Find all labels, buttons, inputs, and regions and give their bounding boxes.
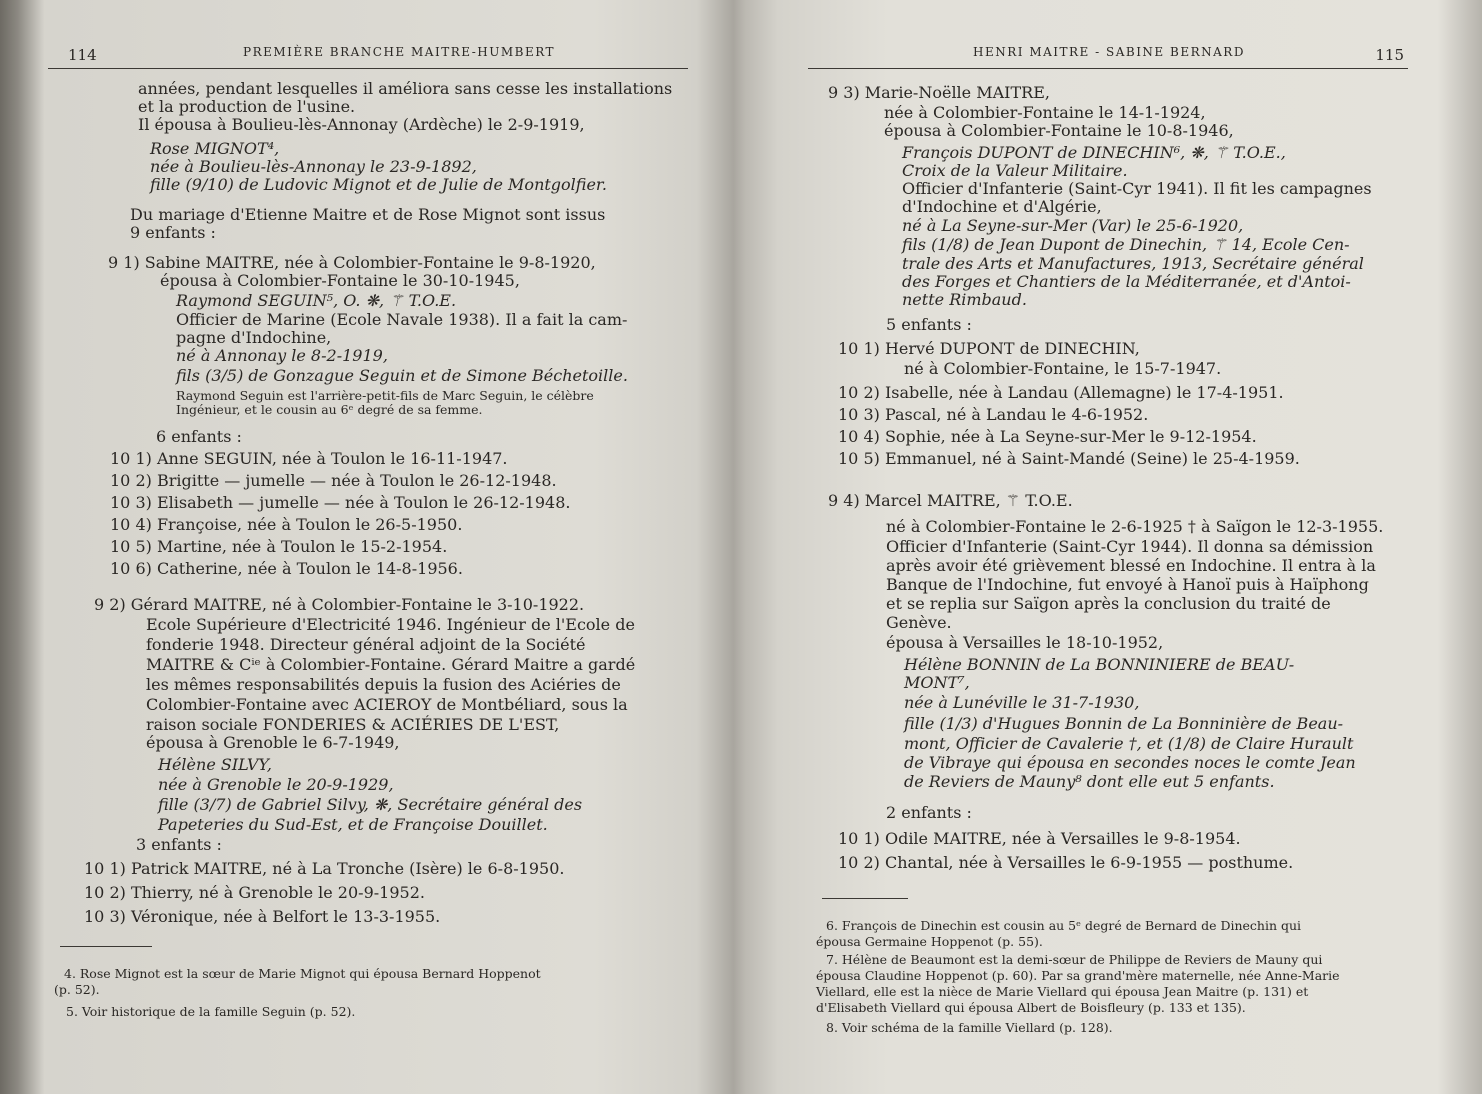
- genealogy-entry: 10 5) Emmanuel, né à Saint-Mandé (Seine) le 25-4-1959.: [838, 449, 1300, 468]
- text-line: né à La Seyne-sur-Mer (Var) le 25-6-1920,: [902, 216, 1244, 235]
- spouse-name: Raymond SEGUIN⁵, O. ❋, ⚚ T.O.E.: [176, 291, 457, 310]
- text-line: Colombier-Fontaine avec ACIEROY de Montbéliard, sous la: [146, 695, 628, 714]
- text-line: après avoir été grièvement blessé en Indochine. Il entra à la: [886, 556, 1376, 575]
- text-line: mont, Officier de Cavalerie †, et (1/8) de Claire Hurault: [904, 734, 1354, 753]
- text-line: nette Rimbaud.: [902, 290, 1027, 309]
- note-line: Ingénieur, et le cousin au 6ᵉ degré de sa femme.: [176, 402, 483, 417]
- text-line: MONT⁷,: [904, 673, 970, 692]
- footnote: d'Elisabeth Viellard qui épousa Albert de Boisfleury (p. 133 et 135).: [816, 1000, 1246, 1015]
- footnote: épousa Germaine Hoppenot (p. 55).: [816, 934, 1043, 949]
- left-page-header: [48, 38, 688, 69]
- footnote: (p. 52).: [54, 982, 100, 997]
- text-line: Officier d'Infanterie (Saint-Cyr 1941). Il fit les campagnes: [902, 179, 1372, 198]
- genealogy-entry: 10 6) Catherine, née à Toulon le 14-8-1956.: [110, 559, 463, 578]
- footnote: 6. François de Dinechin est cousin au 5ᵉ degré de Bernard de Dinechin qui: [826, 918, 1302, 933]
- spouse-name: Rose MIGNOT⁴,: [150, 139, 280, 158]
- spouse-name: Hélène SILVY,: [158, 755, 273, 774]
- text-line: trale des Arts et Manufactures, 1913, Secrétaire général: [902, 254, 1364, 273]
- text-line: 9 enfants :: [130, 223, 216, 242]
- children-count: 6 enfants :: [156, 427, 242, 446]
- right-running-head: HENRI MAITRE - SABINE BERNARD: [973, 45, 1245, 59]
- text-line: fonderie 1948. Directeur général adjoint de la Société: [146, 635, 586, 654]
- text-line: Du mariage d'Etienne Maitre et de Rose Mignot sont issus: [130, 205, 606, 224]
- text-line: Croix de la Valeur Militaire.: [902, 161, 1128, 180]
- genealogy-entry: 10 3) Véronique, née à Belfort le 13-3-1955.: [84, 907, 441, 926]
- text-line: les mêmes responsabilités depuis la fusion des Aciéries de: [146, 675, 621, 694]
- footnote: 8. Voir schéma de la famille Viellard (p. 128).: [826, 1020, 1113, 1035]
- right-page: [808, 0, 1408, 1094]
- genealogy-entry: 9 1) Sabine MAITRE, née à Colombier-Fontaine le 9-8-1920,: [108, 253, 596, 272]
- spouse-name: François DUPONT de DINECHIN⁶, ❋, ⚚ T.O.E.,: [902, 143, 1286, 162]
- text-line: et la production de l'usine.: [138, 97, 356, 116]
- genealogy-entry: 10 2) Thierry, né à Grenoble le 20-9-1952.: [84, 883, 425, 902]
- left-running-head: PREMIÈRE BRANCHE MAITRE-HUMBERT: [243, 45, 556, 59]
- right-page-number: 115: [1375, 46, 1404, 64]
- text-line: pagne d'Indochine,: [176, 328, 332, 347]
- genealogy-entry: 10 4) Françoise, née à Toulon le 26-5-1950.: [110, 515, 463, 534]
- genealogy-entry: 10 3) Elisabeth — jumelle — née à Toulon le 26-12-1948.: [110, 493, 571, 512]
- text-line: Officier d'Infanterie (Saint-Cyr 1944). Il donna sa démission: [886, 537, 1374, 556]
- text-line: Genève.: [886, 613, 952, 632]
- footnote-rule: [822, 898, 908, 899]
- right-page-header: [808, 38, 1408, 69]
- genealogy-entry: 9 4) Marcel MAITRE, ⚚ T.O.E.: [828, 491, 1073, 510]
- text-line: né à Annonay le 8-2-1919,: [176, 346, 388, 365]
- left-page-number: 114: [68, 46, 97, 64]
- children-count: 2 enfants :: [886, 803, 972, 822]
- footnote: épousa Claudine Hoppenot (p. 60). Par sa grand'mère maternelle, née Anne-Marie: [816, 968, 1340, 983]
- text-line: Il épousa à Boulieu-lès-Annonay (Ardèche) le 2-9-1919,: [138, 115, 585, 134]
- text-line: née à Grenoble le 20-9-1929,: [158, 775, 394, 794]
- genealogy-entry: 10 4) Sophie, née à La Seyne-sur-Mer le 9-12-1954.: [838, 427, 1257, 446]
- footnote-rule: [60, 946, 152, 947]
- genealogy-entry: 10 3) Pascal, né à Landau le 4-6-1952.: [838, 405, 1149, 424]
- text-line: née à Lunéville le 31-7-1930,: [904, 693, 1140, 712]
- text-line: de Vibraye qui épousa en secondes noces le comte Jean: [904, 753, 1356, 772]
- genealogy-entry: 10 1) Patrick MAITRE, né à La Tronche (Isère) le 6-8-1950.: [84, 859, 565, 878]
- text-line: épousa à Grenoble le 6-7-1949,: [146, 733, 400, 752]
- left-page: [48, 0, 688, 1094]
- genealogy-entry: 10 2) Brigitte — jumelle — née à Toulon le 26-12-1948.: [110, 471, 557, 490]
- genealogy-entry: 10 2) Isabelle, née à Landau (Allemagne) le 17-4-1951.: [838, 383, 1284, 402]
- text-line: MAITRE & Cⁱᵉ à Colombier-Fontaine. Gérard Maitre a gardé: [146, 655, 636, 674]
- text-line: épousa à Colombier-Fontaine le 30-10-1945,: [160, 271, 520, 290]
- children-count: 3 enfants :: [136, 835, 222, 854]
- genealogy-entry: 9 2) Gérard MAITRE, né à Colombier-Fontaine le 3-10-1922.: [94, 595, 585, 614]
- children-count: 5 enfants :: [886, 315, 972, 334]
- note-line: Raymond Seguin est l'arrière-petit-fils de Marc Seguin, le célèbre: [176, 388, 594, 403]
- genealogy-entry: 10 2) Chantal, née à Versailles le 6-9-1955 — posthume.: [838, 853, 1294, 872]
- genealogy-entry: 9 3) Marie-Noëlle MAITRE,: [828, 83, 1050, 102]
- genealogy-entry: 10 1) Anne SEGUIN, née à Toulon le 16-11-1947.: [110, 449, 508, 468]
- text-line: Banque de l'Indochine, fut envoyé à Hanoï puis à Haïphong: [886, 575, 1369, 594]
- text-line: épousa à Colombier-Fontaine le 10-8-1946,: [884, 121, 1234, 140]
- genealogy-entry: 10 5) Martine, née à Toulon le 15-2-1954.: [110, 537, 448, 556]
- text-line: née à Colombier-Fontaine le 14-1-1924,: [884, 103, 1206, 122]
- text-line: des Forges et Chantiers de la Méditerranée, et d'Antoi-: [902, 272, 1351, 291]
- text-line: fille (3/7) de Gabriel Silvy, ❋, Secrétaire général des: [158, 795, 583, 814]
- text-line: fille (9/10) de Ludovic Mignot et de Julie de Montgolfier.: [150, 175, 607, 194]
- text-line: d'Indochine et d'Algérie,: [902, 197, 1102, 216]
- text-line: né à Colombier-Fontaine le 2-6-1925 † à Saïgon le 12-3-1955.: [886, 517, 1384, 536]
- text-line: années, pendant lesquelles il améliora sans cesse les installations: [138, 79, 673, 98]
- text-line: Papeteries du Sud-Est, et de Françoise Douillet.: [158, 815, 548, 834]
- text-line: fils (3/5) de Gonzague Seguin et de Simone Béchetoille.: [176, 366, 628, 385]
- text-line: raison sociale FONDERIES & ACIÉRIES DE L'EST,: [146, 715, 560, 734]
- genealogy-entry: 10 1) Hervé DUPONT de DINECHIN,: [838, 339, 1140, 358]
- footnote: 7. Hélène de Beaumont est la demi-sœur de Philippe de Reviers de Mauny qui: [826, 952, 1323, 967]
- genealogy-entry: 10 1) Odile MAITRE, née à Versailles le 9-8-1954.: [838, 829, 1241, 848]
- footnote: 5. Voir historique de la famille Seguin (p. 52).: [66, 1004, 356, 1019]
- footnote: 4. Rose Mignot est la sœur de Marie Mignot qui épousa Bernard Hoppenot: [64, 966, 541, 981]
- footnote: Viellard, elle est la nièce de Marie Viellard qui épousa Jean Maitre (p. 131) et: [816, 984, 1309, 999]
- text-line: de Reviers de Mauny⁸ dont elle eut 5 enfants.: [904, 772, 1275, 791]
- text-line: née à Boulieu-lès-Annonay le 23-9-1892,: [150, 157, 477, 176]
- text-line: Ecole Supérieure d'Electricité 1946. Ingénieur de l'Ecole de: [146, 615, 635, 634]
- text-line: Officier de Marine (Ecole Navale 1938). Il a fait la cam-: [176, 310, 628, 329]
- text-line: et se replia sur Saïgon après la conclusion du traité de: [886, 594, 1331, 613]
- text-line: épousa à Versailles le 18-10-1952,: [886, 633, 1164, 652]
- text-line: fille (1/3) d'Hugues Bonnin de La Bonninière de Beau-: [904, 714, 1344, 733]
- text-line: né à Colombier-Fontaine, le 15-7-1947.: [904, 359, 1222, 378]
- text-line: fils (1/8) de Jean Dupont de Dinechin, ⚚ 14, Ecole Cen-: [902, 235, 1350, 254]
- spouse-name: Hélène BONNIN de La BONNINIERE de BEAU-: [904, 655, 1295, 674]
